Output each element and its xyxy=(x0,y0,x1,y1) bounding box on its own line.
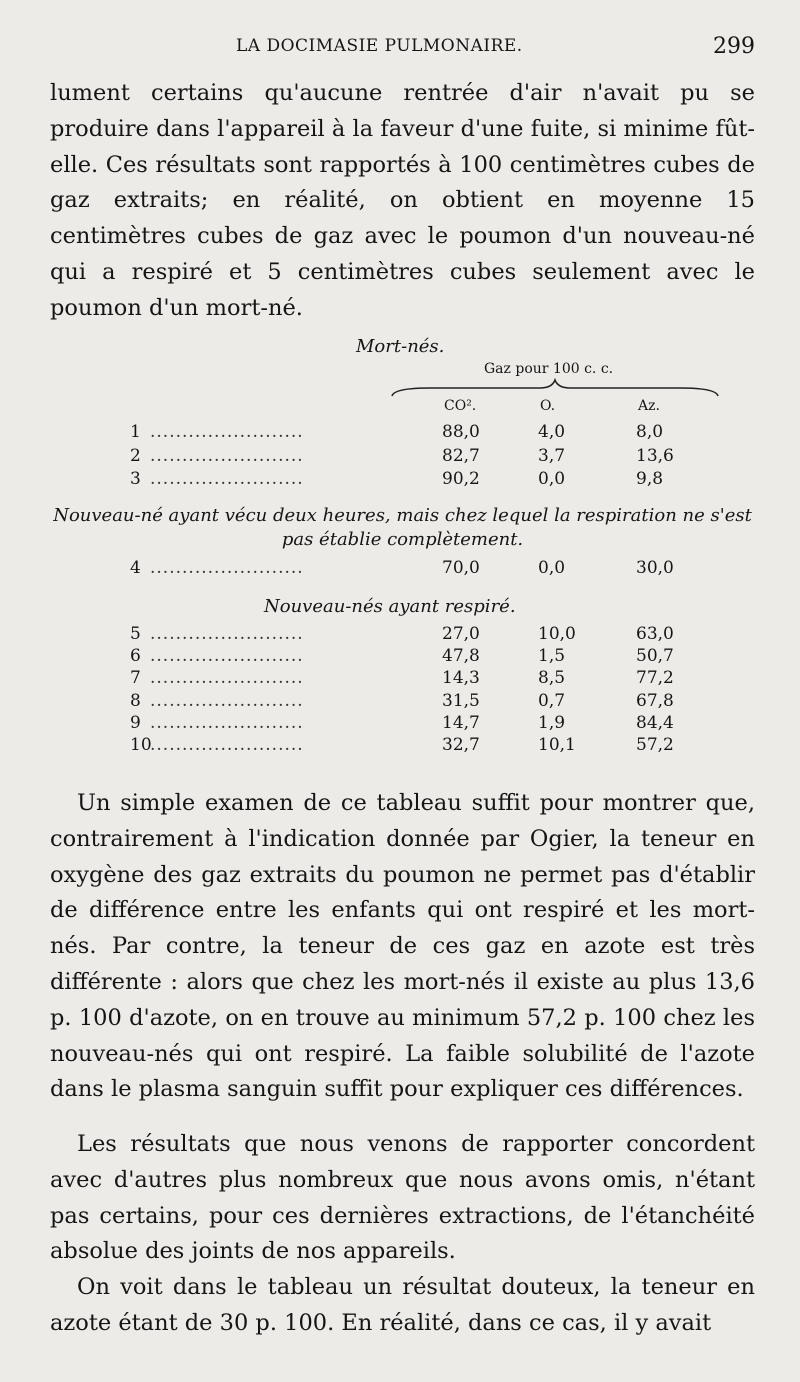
row-number: 2 xyxy=(130,445,141,466)
table-row xyxy=(0,735,800,757)
row-number: 10 xyxy=(130,735,152,755)
column-brace xyxy=(390,378,720,400)
leader-dots: ........................ xyxy=(150,690,304,711)
oxygen-value: 8,5 xyxy=(538,668,566,689)
leader-dots: ........................ xyxy=(150,469,304,489)
table-row xyxy=(0,668,800,690)
table-row xyxy=(0,422,800,444)
column-header-o: O. xyxy=(540,398,556,414)
row-number: 4 xyxy=(130,558,141,578)
column-header-az: Az. xyxy=(638,398,660,414)
gas-header: Gaz pour 100 c. c. xyxy=(484,361,614,377)
co2-value: 47,8 xyxy=(442,646,480,667)
leader-dots: ........................ xyxy=(150,712,304,733)
row-number: 8 xyxy=(130,690,141,711)
table-row xyxy=(0,469,800,491)
leader-dots: ........................ xyxy=(150,668,304,689)
running-head: LA DOCIMASIE PULMONAIRE. xyxy=(236,36,523,56)
table-row xyxy=(0,646,800,668)
table-row xyxy=(0,713,800,735)
oxygen-value: 0,0 xyxy=(538,558,566,578)
nitrogen-value: 63,0 xyxy=(636,624,674,644)
co2-value: 82,7 xyxy=(442,445,480,466)
co2-value: 31,5 xyxy=(442,690,480,711)
co2-value: 88,0 xyxy=(442,422,480,442)
section-title-breathed: Nouveau-nés ayant respiré. xyxy=(264,596,516,617)
co2-value: 14,7 xyxy=(442,712,480,733)
row-number: 1 xyxy=(130,422,141,442)
nitrogen-value: 57,2 xyxy=(636,735,674,755)
oxygen-value: 4,0 xyxy=(538,422,566,442)
leader-dots: ........................ xyxy=(150,735,304,755)
oxygen-value: 0,7 xyxy=(538,690,566,711)
table-row xyxy=(0,624,800,646)
row-number: 6 xyxy=(130,646,141,667)
co2-value: 14,3 xyxy=(442,668,480,689)
oxygen-value: 1,5 xyxy=(538,646,566,667)
section-title-stillborn: Mort-nés. xyxy=(356,336,445,357)
nitrogen-value: 8,0 xyxy=(636,422,664,442)
nitrogen-value: 77,2 xyxy=(636,668,674,689)
table-row xyxy=(0,691,800,713)
oxygen-value: 10,0 xyxy=(538,624,576,644)
paragraph-results: Les résultats que nous venons de rapporter concordent avec d'autres plus nombreux que nous avons omis, n'étant pas certains, pour ces dernières extractions, de l'étanchéité absolue des joints de nos appareils. xyxy=(50,1131,755,1265)
page-header xyxy=(50,34,755,64)
co2-value: 32,7 xyxy=(442,735,480,755)
page-number: 299 xyxy=(713,34,755,59)
oxygen-value: 3,7 xyxy=(538,445,566,466)
nitrogen-value: 9,8 xyxy=(636,469,664,489)
oxygen-value: 0,0 xyxy=(538,469,566,489)
nitrogen-value: 30,0 xyxy=(636,558,674,578)
leader-dots: ........................ xyxy=(150,422,304,442)
table-row xyxy=(0,558,800,580)
nitrogen-value: 84,4 xyxy=(636,712,674,733)
nitrogen-value: 50,7 xyxy=(636,646,674,667)
table-row xyxy=(0,446,800,468)
leader-dots: ........................ xyxy=(150,445,304,466)
co2-value: 27,0 xyxy=(442,624,480,644)
paragraph-analysis: Un simple examen de ce tableau suffit pour montrer que, contrairement à l'indication donnée par Ogier, la teneur en oxygène des gaz extraits du poumon ne permet pas d'établir de différence entre les enfants qui ont respiré et les mort-nés. Par contre, la teneur de ces gaz en azote est très différente : alors que chez les mort-nés il existe au plus 13,6 p. 100 d'azote, on en trouve au minimum 57,2 p. 100 chez les nouveau-nés qui ont respiré. La faible solubilité de l'azote dans le plasma sanguin suffit pour expliquer ces différences. xyxy=(50,790,755,1103)
leader-dots: ........................ xyxy=(150,624,304,644)
co2-value: 90,2 xyxy=(442,469,480,489)
leader-dots: ........................ xyxy=(150,558,304,578)
leader-dots: ........................ xyxy=(150,646,304,667)
row-number: 9 xyxy=(130,712,141,733)
row-number: 7 xyxy=(130,668,141,689)
section-title-partial-respiration: Nouveau-né ayant vécu deux heures, mais chez lequel la respiration ne s'est pas établie complètement. xyxy=(53,505,752,550)
column-header-co2: CO². xyxy=(444,398,477,414)
paragraph-opening: lument certains qu'aucune rentrée d'air n'avait pu se produire dans l'appareil à la faveur d'une fuite, si minime fût-elle. Ces résultats sont rapportés à 100 centimètres cubes de gaz extraits; en réalité, on obtient en moyenne 15 centimètres cubes de gaz avec le poumon d'un nouveau-né qui a respiré et 5 centimètres cubes seulement avec le poumon d'un mort-né. xyxy=(50,80,755,321)
row-number: 5 xyxy=(130,624,141,644)
oxygen-value: 1,9 xyxy=(538,712,566,733)
oxygen-value: 10,1 xyxy=(538,735,576,755)
paragraph-doubtful: On voit dans le tableau un résultat douteux, la teneur en azote étant de 30 p. 100. En réalité, dans ce cas, il y avait xyxy=(50,1274,755,1336)
row-number: 3 xyxy=(130,469,141,489)
nitrogen-value: 67,8 xyxy=(636,690,674,711)
nitrogen-value: 13,6 xyxy=(636,445,674,466)
co2-value: 70,0 xyxy=(442,558,480,578)
